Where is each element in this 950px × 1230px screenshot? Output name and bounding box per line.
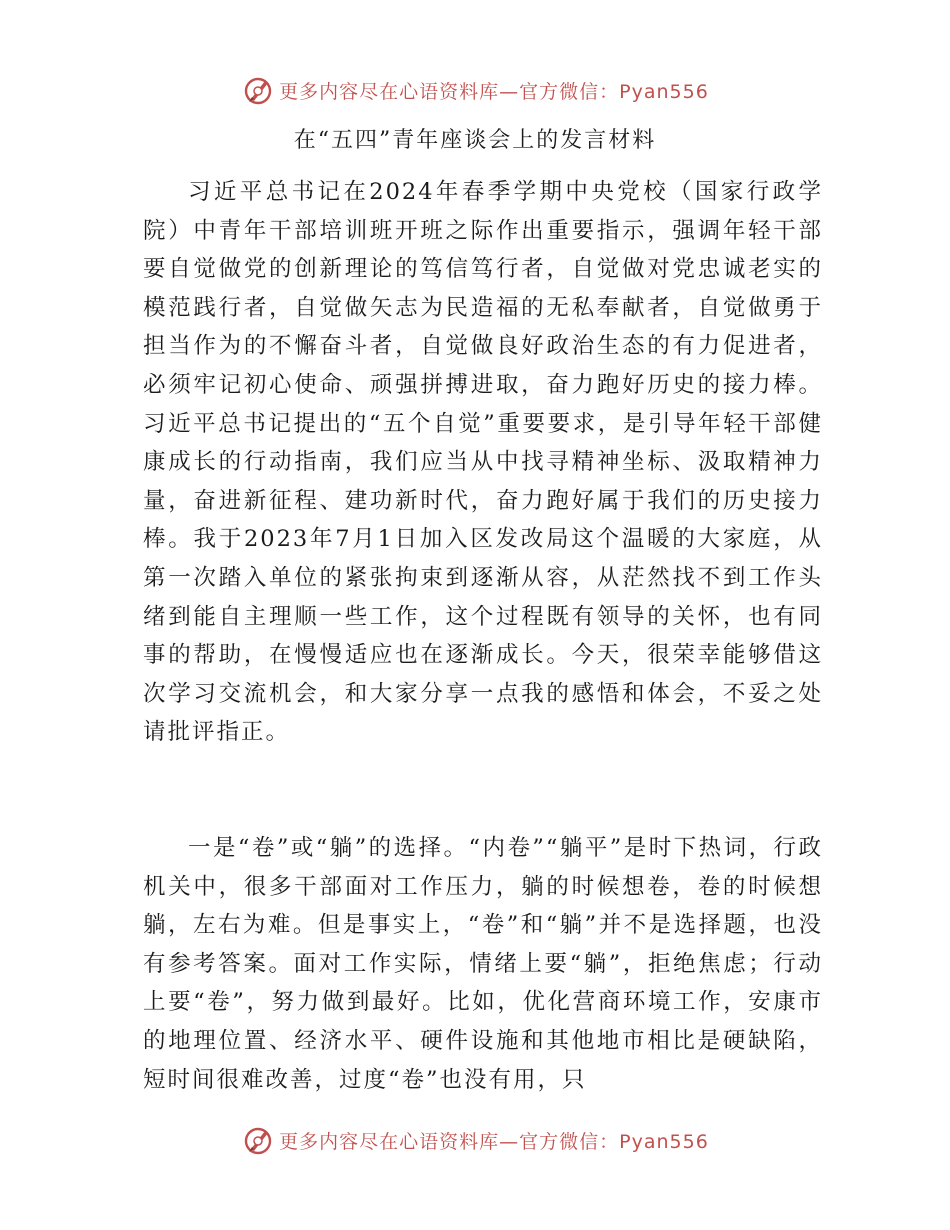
red-quill-seal-icon	[241, 1123, 275, 1157]
document-title: 在“五四”青年座谈会上的发言材料	[293, 128, 657, 153]
watermark-header	[0, 70, 950, 110]
paragraph-1-block	[143, 173, 823, 752]
paragraph-1: 习近平总书记在2024年春季学期中央党校（国家行政学院）中青年干部培训班开班之际作出重要指示，强调年轻干部要自觉做党的创新理论的笃信笃行者，自觉做对党忠诚老实的模范践行者，自觉做矢志为民造福的无私奉献者，自觉做勇于担当作为的不懈奋斗者，自觉做良好政治生态的有力促进者，必须牢记初心使命、顽强拼搏进取，奋力跑好历史的接力棒。习近平总书记提出的“五个自觉”重要要求，是引导年轻干部健康成长的行动指南，我们应当从中找寻精神坐标、汲取精神力量，奋进新征程、建功新时代，奋力跑好属于我们的历史接力棒。我于2023年7月1日加入区发改局这个温暖的大家庭，从第一次踏入单位的紧张拘束到逐渐从容，从茫然找不到工作头绪到能自主理顺一些工作，这个过程既有领导的关怀，也有同事的帮助，在慢慢适应也在逐渐成长。今天，很荣幸能够借这次学习交流机会，和大家分享一点我的感悟和体会，不妥之处请批评指正。	[143, 179, 823, 746]
paragraph-2: 一是“卷”或“躺”的选择。“内卷”“躺平”是时下热词，行政机关中，很多干部面对工作压力，躺的时候想卷，卷的时候想躺，左右为难。但是事实上，“卷”和“躺”并不是选择题，也没有参考答案。面对工作实际，情绪上要“躺”，拒绝焦虑；行动上要“卷”，努力做到最好。比如，优化营商环境工作，安康市的地理位置、经济水平、硬件设施和其他地市相比是硬缺陷，短时间很难改善，过度“卷”也没有用，只	[143, 835, 823, 1093]
watermark-text: 更多内容尽在心语资料库—官方微信：Pyan556	[279, 1130, 709, 1153]
red-quill-seal-icon	[241, 73, 275, 107]
watermark-footer	[0, 1120, 950, 1160]
watermark-text: 更多内容尽在心语资料库—官方微信：Pyan556	[279, 80, 709, 103]
paragraph-2-block	[143, 829, 823, 1099]
